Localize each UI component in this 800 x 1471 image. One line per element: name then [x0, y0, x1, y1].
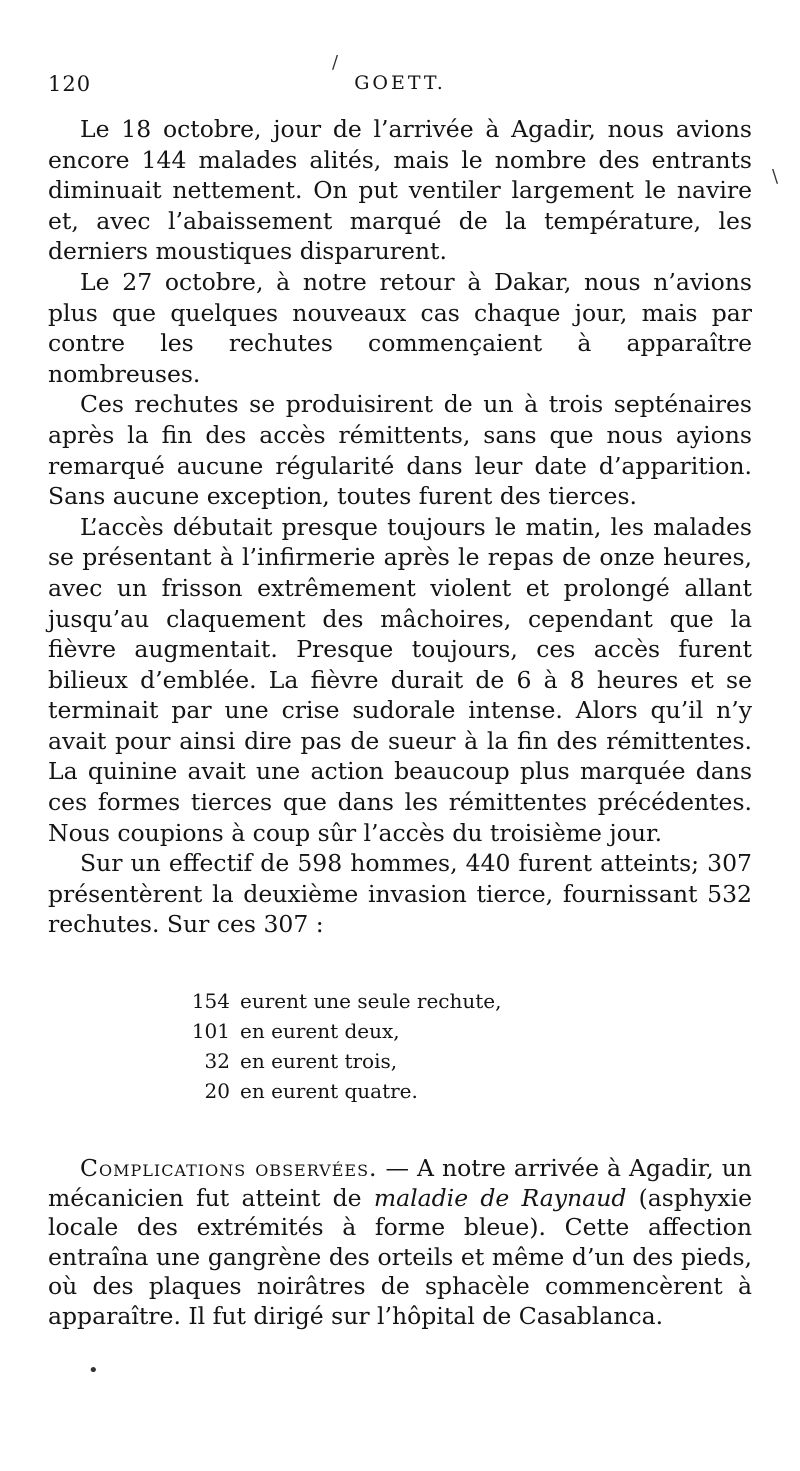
scan-speck: /: [332, 52, 339, 73]
heading-dash: —: [377, 1154, 418, 1182]
list-item: [188, 986, 608, 1016]
complications-text-start: A notre arrivée à Agadir, un mécanicien fut atteint de: [48, 1154, 752, 1212]
list-item-count: 101: [191, 1019, 230, 1043]
page-header: [48, 72, 752, 102]
paragraph: L’accès débutait presque toujours le matin, les malades se présentant à l’infirmerie après le repas de onze heures, avec un frisson extrêmement violent et prolongé allant jusqu’au claquement des mâchoires, cependant que la fièvre augmentait. Presque toujours, ces accès furent bilieux d’emblée. La fièvre durait de 6 à 8 heures et se terminait par une crise sudorale intense. Alors qu’il n’y avait pour ainsi dire pas de sueur à la fin des rémittentes. La quinine avait une action beaucoup plus marquée dans ces formes tierces que dans les rémittentes précédentes. Nous coupions à coup sûr l’accès du troisième jour.: [48, 512, 752, 847]
list-item-text: en eurent trois,: [240, 1049, 398, 1073]
list-item-count: 154: [191, 989, 230, 1013]
list-item-text: eurent une seule rechute,: [240, 989, 502, 1013]
paragraph: Le 18 octobre, jour de l’arrivée à Agadir, nous avions encore 144 malades alités, mais le nombre des entrants diminuait nettement. On put ventiler largement le navire et, avec l’abaissement marqué de la température, les derniers moustiques disparurent.: [48, 115, 752, 266]
disease-name: maladie de Raynaud: [373, 1183, 627, 1212]
complications-text-end: (asphyxie locale des extrémités à forme bleue). Cette affection entraîna une gangrène des orteils et même d’un des pieds, où des plaques noirâtres de sphacèle commencèrent à apparaître. Il fut dirigé sur l’hôpital de Casablanca.: [48, 1183, 752, 1330]
paragraph: Le 27 octobre, à notre retour à Dakar, nous n’avions plus que quelques nouveaux cas chaque jour, mais par contre les rechutes commençaient à apparaître nombreuses.: [48, 267, 752, 388]
paragraph: Sur un effectif de 598 hommes, 440 furent atteints; 307 présentèrent la deuxième invasion tierce, fournissant 532 rechutes. Sur ces 307 :: [48, 849, 752, 939]
running-head: GOETT.: [354, 72, 446, 94]
body-text: [48, 114, 752, 940]
list-item-text: en eurent quatre.: [240, 1079, 418, 1103]
list-item-text: en eurent deux,: [240, 1019, 400, 1043]
list-item: [188, 1016, 608, 1046]
list-item: [188, 1046, 608, 1076]
list-item: [188, 1076, 608, 1106]
list-item-count: 32: [204, 1049, 230, 1073]
complications-paragraph: [48, 1154, 752, 1332]
list-item-count: 20: [204, 1079, 230, 1103]
scan-speck: •: [88, 1360, 99, 1381]
relapse-list: [188, 986, 608, 1106]
scan-speck: \: [772, 166, 779, 187]
complications-section: [48, 1154, 752, 1332]
page-number: 120: [48, 72, 92, 96]
paragraph: Ces rechutes se produisirent de un à trois septénaires après la fin des accès rémittents, sans que nous ayions remarqué aucune régularité dans leur date d’apparition. Sans aucune exception, toutes furent des tierces.: [48, 390, 752, 511]
section-heading: Complications observées.: [80, 1154, 378, 1182]
